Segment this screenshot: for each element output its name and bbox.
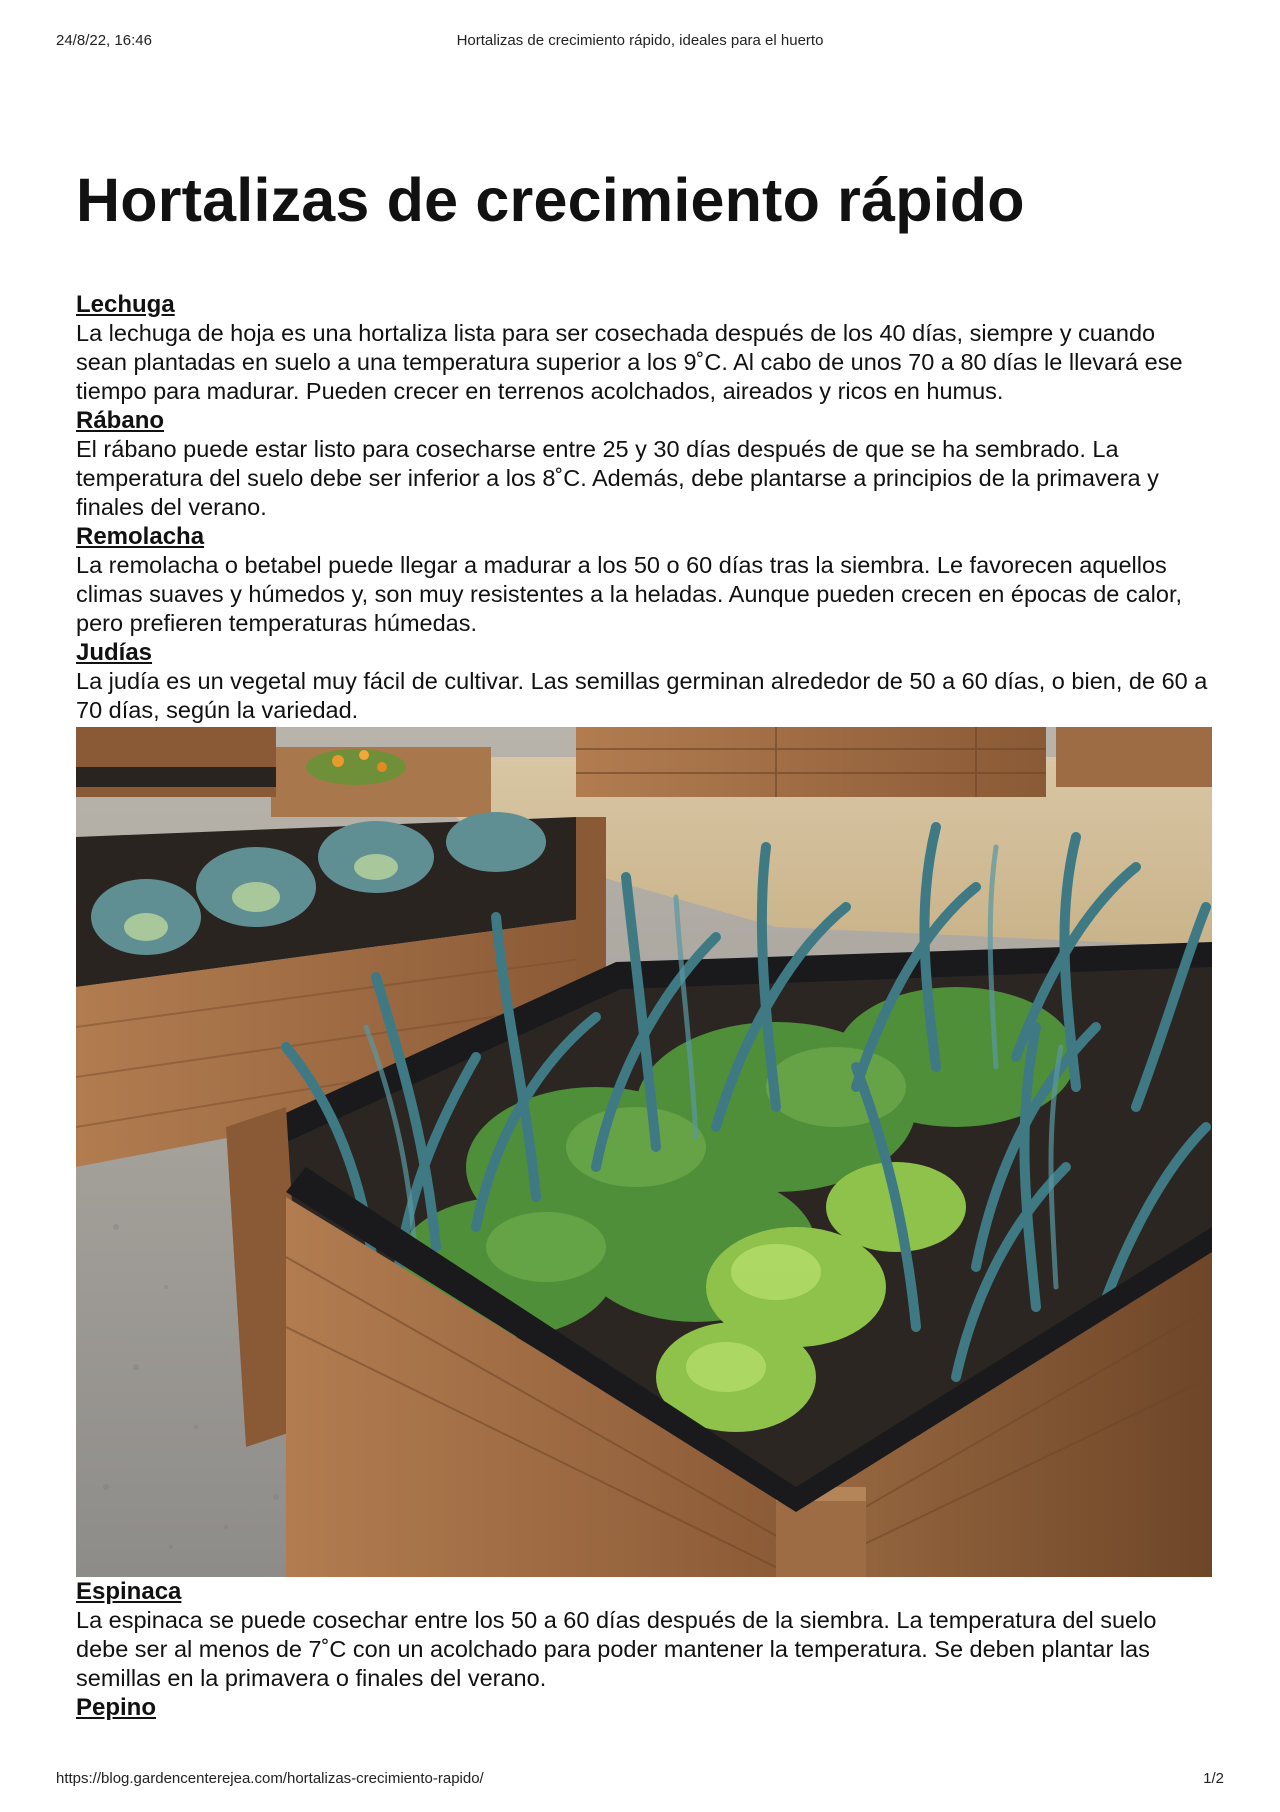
section-heading: Pepino (76, 1694, 157, 1721)
section-body: La lechuga de hoja es una hortaliza lista para ser cosechada después de los 40 días, siempre y cuando sean plantadas en suelo a una temperatura superior a los 9˚C. Al cabo de unos 70 a 80 días le llevará ese tiempo para madurar. Pueden crecer en terrenos acolchados, aireados y ricos en humus. (76, 320, 1183, 404)
section-remolacha (76, 522, 1212, 638)
print-date: 24/8/22, 16:46 (56, 32, 152, 49)
section-body: La judía es un vegetal muy fácil de cultivar. Las semillas germinan alrededor de 50 a 60 días, o bien, de 60 a 70 días, según la variedad. (76, 668, 1208, 723)
section-body: El rábano puede estar listo para cosecharse entre 25 y 30 días después de que se ha sembrado. La temperatura del suelo debe ser inferior a los 8˚C. Además, debe plantarse a principios de la primavera y finales del verano. (76, 436, 1159, 520)
section-heading: Lechuga (76, 291, 175, 318)
section-body: La remolacha o betabel puede llegar a madurar a los 50 o 60 días tras la siembra. Le favorecen aquellos climas suaves y húmedos y, son muy resistentes a la heladas. Aunque pueden crecen en épocas de calor, pero prefieren temperaturas húmedas. (76, 552, 1183, 636)
print-url: https://blog.gardencenterejea.com/hortalizas-crecimiento-rapido/ (56, 1770, 484, 1787)
page-number: 1/2 (1203, 1770, 1224, 1787)
section-espinaca (76, 1577, 1212, 1693)
page-title: Hortalizas de crecimiento rápido (76, 166, 1025, 234)
section-body: La espinaca se puede cosechar entre los 50 a 60 días después de la siembra. La temperatura del suelo debe ser al menos de 7˚C con un acolchado para poder mantener la temperatura. Se deben plantar las semillas en la primavera o finales del verano. (76, 1607, 1157, 1691)
section-heading: Judías (76, 639, 153, 666)
print-header (56, 32, 1224, 52)
photo-illustration (76, 727, 1212, 1577)
section-judias (76, 638, 1212, 725)
print-doc-title: Hortalizas de crecimiento rápido, ideales para el huerto (456, 32, 824, 49)
section-heading: Espinaca (76, 1578, 182, 1605)
section-heading: Rábano (76, 407, 165, 434)
section-heading: Remolacha (76, 523, 205, 550)
print-footer (56, 1770, 1224, 1790)
section-rabano (76, 406, 1212, 522)
article (76, 164, 1212, 1722)
section-lechuga (76, 290, 1212, 406)
raised-garden-bed-photo (76, 727, 1212, 1577)
section-pepino (76, 1693, 1212, 1722)
